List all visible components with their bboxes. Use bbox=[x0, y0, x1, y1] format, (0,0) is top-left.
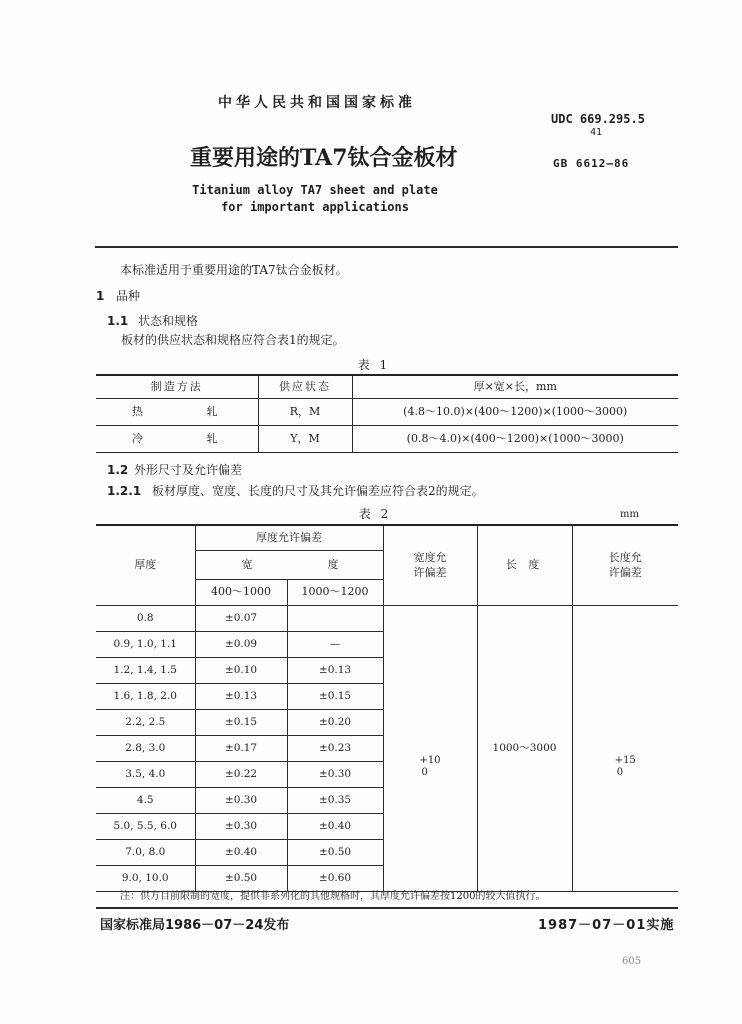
table2-header-thickness-tolerance: 厚度允许偏差 bbox=[195, 525, 383, 550]
table2-cell-tolerance-1000-1200: ±0.20 bbox=[287, 709, 383, 735]
section-title: 品种 bbox=[116, 289, 141, 303]
page-number: 605 bbox=[622, 956, 642, 967]
table-row bbox=[96, 426, 678, 453]
table2-cell-thickness: 2.8, 3.0 bbox=[96, 735, 195, 761]
issuer-line: 中华人民共和国国家标准 bbox=[218, 95, 416, 111]
table2-cell-tolerance-400-1000: ±0.15 bbox=[195, 709, 287, 735]
section-title: 外形尺寸及允许偏差 bbox=[134, 463, 243, 477]
table2-cell-tolerance-400-1000: ±0.09 bbox=[195, 631, 287, 657]
table-1-header-row bbox=[96, 375, 678, 399]
length-tolerance-value bbox=[615, 755, 636, 779]
table2-header-thickness: 厚度 bbox=[96, 525, 195, 605]
table2-cell-thickness: 3.5, 4.0 bbox=[96, 761, 195, 787]
table2-cell-thickness: 9.0, 10.0 bbox=[96, 865, 195, 891]
table1-header-dimensions: 厚×宽×长，mm bbox=[352, 375, 678, 399]
scope-paragraph: 本标准适用于重要用途的TA7钛合金板材。 bbox=[120, 263, 348, 277]
table1-header-method: 制造方法 bbox=[96, 375, 258, 399]
table2-cell-tolerance-1000-1200: — bbox=[287, 631, 383, 657]
width-tolerance-value bbox=[419, 755, 440, 779]
table2-cell-thickness: 5.0, 5.5, 6.0 bbox=[96, 813, 195, 839]
length-tolerance-label: 长度允许偏差 bbox=[608, 551, 642, 580]
header-divider bbox=[95, 246, 678, 248]
table-row bbox=[96, 399, 678, 426]
tolerance-lower: 0 bbox=[616, 767, 624, 778]
table2-cell-width-tolerance bbox=[383, 605, 477, 891]
tolerance-lower: 0 bbox=[421, 767, 428, 778]
table2-header-width: 宽 度 bbox=[195, 550, 383, 579]
document-title-en-line1: Titanium alloy TA7 sheet and plate bbox=[192, 183, 438, 197]
document-title-cn: 重要用途的TA7钛合金板材 bbox=[190, 145, 458, 171]
table2-cell-tolerance-400-1000: ±0.07 bbox=[195, 605, 287, 631]
table-row bbox=[96, 605, 678, 631]
table2-header-width-range-1: 400～1000 bbox=[195, 579, 287, 605]
table2-cell-tolerance-1000-1200 bbox=[287, 605, 383, 631]
section-1-1-heading bbox=[107, 314, 198, 328]
table-2-unit: mm bbox=[620, 509, 639, 520]
tolerance-upper: +10 bbox=[419, 755, 441, 766]
table1-cell-method: 热 轧 bbox=[96, 399, 258, 426]
table1-cell-state: Y，M bbox=[258, 426, 352, 453]
section-1-heading bbox=[96, 289, 140, 303]
table1-cell-dimensions: (0.8～4.0)×(400～1200)×(1000～3000) bbox=[352, 426, 678, 453]
table-2 bbox=[96, 524, 678, 892]
table2-cell-tolerance-400-1000: ±0.13 bbox=[195, 683, 287, 709]
tolerance-upper: +15 bbox=[614, 755, 636, 766]
table2-cell-tolerance-400-1000: ±0.10 bbox=[195, 657, 287, 683]
section-number: 1.2.1 bbox=[107, 484, 142, 498]
document-title-en-line2: for important applications bbox=[221, 200, 409, 214]
table2-cell-thickness: 4.5 bbox=[96, 787, 195, 813]
table1-header-state: 供应状态 bbox=[258, 375, 352, 399]
table1-cell-state: R，M bbox=[258, 399, 352, 426]
table2-header-length: 长 度 bbox=[477, 525, 572, 605]
table2-cell-tolerance-1000-1200: ±0.60 bbox=[287, 865, 383, 891]
table2-cell-tolerance-1000-1200: ±0.23 bbox=[287, 735, 383, 761]
width-tolerance-label: 宽度允许偏差 bbox=[413, 551, 447, 580]
section-title: 状态和规格 bbox=[138, 314, 199, 328]
section-1-2-1-paragraph bbox=[107, 484, 484, 498]
table2-cell-thickness: 1.6, 1.8, 2.0 bbox=[96, 683, 195, 709]
table2-cell-tolerance-1000-1200: ±0.35 bbox=[287, 787, 383, 813]
table2-cell-tolerance-400-1000: ±0.50 bbox=[195, 865, 287, 891]
section-1-1-text: 板材的供应状态和规格应符合表1的规定。 bbox=[121, 333, 345, 347]
table-1-caption: 表 1 bbox=[357, 358, 391, 372]
table2-cell-thickness: 2.2, 2.5 bbox=[96, 709, 195, 735]
table2-cell-tolerance-1000-1200: ±0.30 bbox=[287, 761, 383, 787]
table2-header-width-range-2: 1000～1200 bbox=[287, 579, 383, 605]
table2-cell-tolerance-400-1000: ±0.17 bbox=[195, 735, 287, 761]
table1-cell-method: 冷 轧 bbox=[96, 426, 258, 453]
table2-cell-tolerance-1000-1200: ±0.50 bbox=[287, 839, 383, 865]
section-text: 板材厚度、宽度、长度的尺寸及其允许偏差应符合表2的规定。 bbox=[152, 484, 484, 498]
table2-cell-thickness: 1.2, 1.4, 1.5 bbox=[96, 657, 195, 683]
table2-cell-tolerance-400-1000: ±0.22 bbox=[195, 761, 287, 787]
table2-cell-tolerance-1000-1200: ±0.13 bbox=[287, 657, 383, 683]
section-number: 1.1 bbox=[107, 314, 129, 328]
table2-header-length-tolerance bbox=[572, 525, 678, 605]
table2-cell-thickness: 7.0, 8.0 bbox=[96, 839, 195, 865]
table2-cell-tolerance-400-1000: ±0.40 bbox=[195, 839, 287, 865]
table2-cell-length: 1000～3000 bbox=[477, 605, 572, 891]
section-number: 1 bbox=[96, 289, 105, 303]
table2-cell-thickness: 0.9, 1.0, 1.1 bbox=[96, 631, 195, 657]
section-1-2-heading bbox=[107, 463, 242, 477]
footer-divider bbox=[96, 907, 678, 909]
table-2-caption: 表 2 bbox=[358, 507, 392, 521]
issue-date: 国家标准局1986－07－24发布 bbox=[100, 918, 290, 933]
table2-cell-length-tolerance bbox=[572, 605, 678, 891]
table-2-header-row bbox=[96, 525, 678, 550]
table2-cell-tolerance-1000-1200: ±0.40 bbox=[287, 813, 383, 839]
table-2-note: 注：供方目前限制的宽度，提供非系列化的其他规格时，其厚度允许偏差按1200的较大值执行。 bbox=[120, 891, 546, 902]
udc-suffix: 41 bbox=[590, 127, 603, 138]
table-1 bbox=[96, 374, 678, 453]
table2-cell-tolerance-1000-1200: ±0.15 bbox=[287, 683, 383, 709]
table2-cell-tolerance-400-1000: ±0.30 bbox=[195, 813, 287, 839]
table2-cell-tolerance-400-1000: ±0.30 bbox=[195, 787, 287, 813]
table1-cell-dimensions: (4.8～10.0)×(400～1200)×(1000～3000) bbox=[352, 399, 678, 426]
section-number: 1.2 bbox=[107, 463, 129, 477]
effective-date: 1987－07－01实施 bbox=[538, 918, 675, 933]
table2-cell-thickness: 0.8 bbox=[96, 605, 195, 631]
standard-number: GB 6612—86 bbox=[553, 157, 630, 170]
udc-code: UDC 669.295.5 bbox=[551, 112, 645, 126]
table2-header-width-tolerance bbox=[383, 525, 477, 605]
